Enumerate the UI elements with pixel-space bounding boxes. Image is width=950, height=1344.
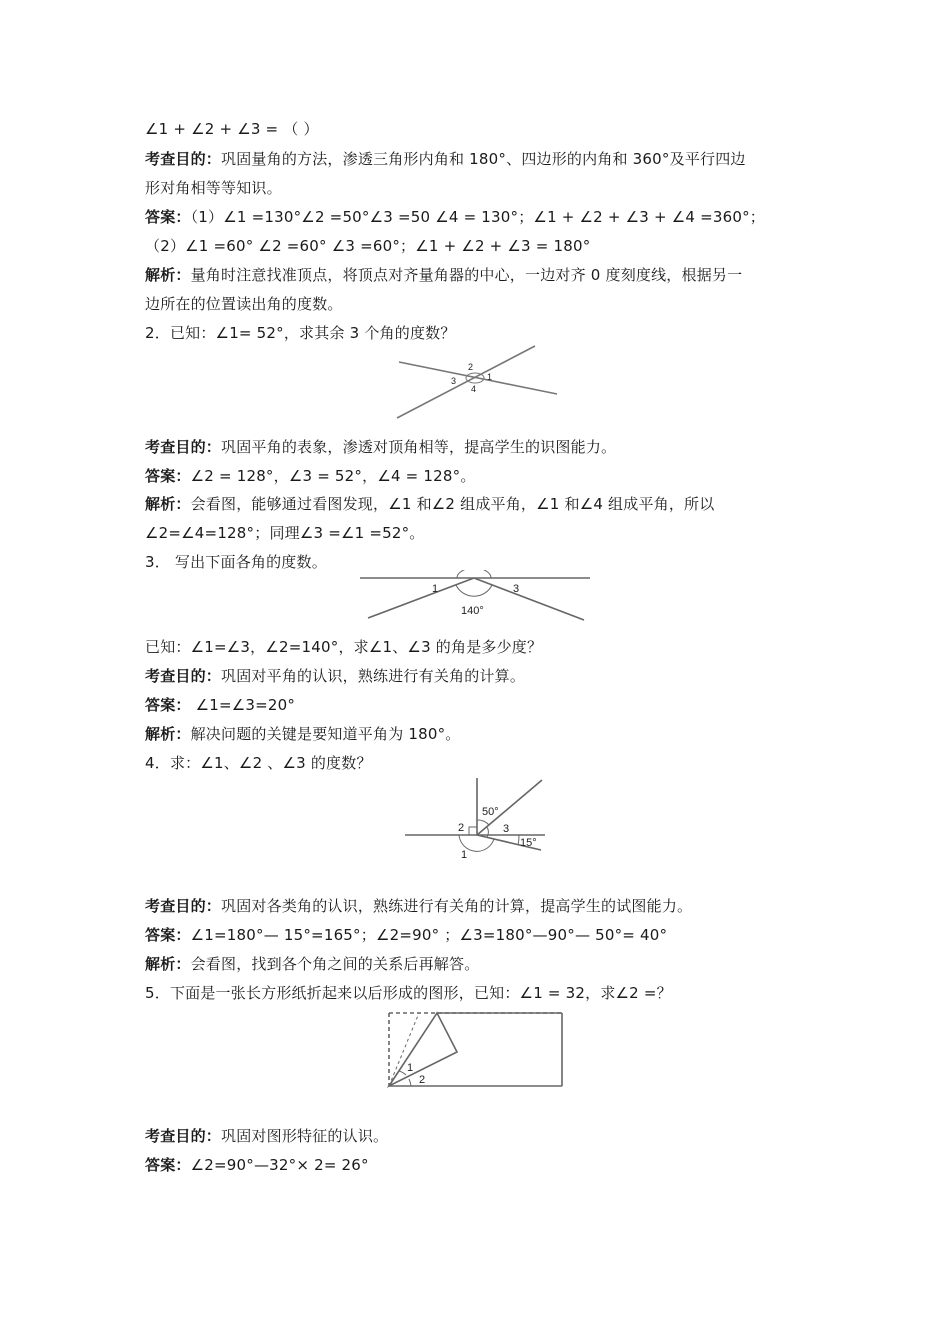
- answer-line-cont: （2）∠1 =60° ∠2 =60° ∠3 =60°；∠1 + ∠2 + ∠3 = 180°: [145, 237, 591, 255]
- purpose-text: 巩固量角的方法，渗透三角形内角和 180°、四边形的内角和 360°及平行四边: [221, 150, 746, 168]
- answer-text: ∠1=180°— 15°=165°；∠2=90° ；∠3=180°—90°— 50°= 40°: [190, 926, 668, 944]
- fig2-label-2: 2: [468, 362, 474, 372]
- analysis-label: 解析：: [145, 495, 191, 513]
- answer-text: ∠1=∠3=20°: [190, 696, 296, 714]
- analysis-text: 量角时注意找准顶点，将顶点对齐量角器的中心，一边对齐 0 度刻度线，根据另一: [190, 266, 743, 284]
- analysis-line: [145, 724, 461, 744]
- question-5: 5．下面是一张长方形纸折起来以后形成的图形，已知：∠1 = 32，求∠2 =？: [145, 984, 672, 1002]
- answer-label: 答案：: [145, 1156, 191, 1174]
- answer-line: [145, 207, 765, 227]
- purpose-line-cont: 形对角相等等知识。: [145, 179, 282, 197]
- purpose-label: 考查目的：: [145, 150, 222, 168]
- fig4-label-3: 3: [503, 823, 510, 835]
- figure-straight-angle: [356, 570, 596, 626]
- purpose-line: [145, 149, 746, 169]
- fig4-label-50: 50°: [482, 806, 499, 818]
- analysis-line: [145, 494, 714, 514]
- analysis-text: 解决问题的关键是要知道平角为 180°。: [190, 725, 461, 743]
- analysis-text: 会看图，能够通过看图发现，∠1 和∠2 组成平角，∠1 和∠4 组成平角，所以: [190, 495, 715, 513]
- purpose-line: [145, 437, 616, 457]
- analysis-label: 解析：: [145, 266, 191, 284]
- answer-text: ∠2=90°—32°× 2= 26°: [190, 1156, 369, 1174]
- analysis-line: [145, 954, 479, 974]
- question-4: 4．求：∠1、∠2 、∠3 的度数？: [145, 754, 372, 772]
- purpose-text: 巩固对平角的认识，熟练进行有关角的计算。: [221, 667, 526, 685]
- purpose-text: 巩固对图形特征的认识。: [221, 1127, 389, 1145]
- analysis-line-cont: 边所在的位置读出角的度数。: [145, 295, 343, 313]
- fig2-label-3: 3: [451, 376, 457, 386]
- answer-label: 答案：: [145, 208, 191, 226]
- figure-multiple-angles: [403, 776, 548, 866]
- figure-intersecting-lines: [395, 342, 565, 424]
- purpose-line: [145, 1126, 388, 1146]
- answer-label: 答案：: [145, 696, 191, 714]
- purpose-line: [145, 666, 525, 686]
- analysis-line: [145, 265, 742, 285]
- fig3-label-140: 140°: [461, 605, 484, 617]
- answer-text: ∠2 = 128°，∠3 = 52°，∠4 = 128°。: [190, 467, 476, 485]
- purpose-label: 考查目的：: [145, 897, 222, 915]
- analysis-line-cont: ∠2=∠4=128°；同理∠3 =∠1 =52°。: [145, 524, 425, 542]
- fig2-label-4: 4: [471, 384, 477, 394]
- purpose-label: 考查目的：: [145, 1127, 222, 1145]
- answer-line: [145, 925, 667, 945]
- purpose-label: 考查目的：: [145, 667, 222, 685]
- answer-label: 答案：: [145, 926, 191, 944]
- fig4-label-2: 2: [458, 822, 465, 834]
- answer-label: 答案：: [145, 467, 191, 485]
- question-2: 2．已知：∠1= 52°，求其余 3 个角的度数？: [145, 324, 456, 342]
- analysis-label: 解析：: [145, 955, 191, 973]
- answer-line: [145, 1155, 369, 1175]
- fig4-label-1: 1: [461, 849, 468, 861]
- analysis-label: 解析：: [145, 725, 191, 743]
- figure-folded-rectangle: [385, 1008, 567, 1090]
- purpose-text: 巩固对各类角的认识，熟练进行有关角的计算，提高学生的试图能力。: [221, 897, 693, 915]
- purpose-text: 巩固平角的表象，渗透对顶角相等，提高学生的识图能力。: [221, 438, 617, 456]
- answer-line: [145, 466, 476, 486]
- given-line: 已知：∠1=∠3，∠2=140°，求∠1、∠3 的角是多少度？: [145, 638, 543, 656]
- question-3: 3． 写出下面各角的度数。: [145, 553, 327, 571]
- fig5-label-1: 1: [407, 1062, 414, 1074]
- fig3-label-3: 3: [513, 583, 520, 595]
- analysis-text: 会看图，找到各个角之间的关系后再解答。: [190, 955, 480, 973]
- purpose-label: 考查目的：: [145, 438, 222, 456]
- formula-line: ∠1 + ∠2 + ∠3 = （ ）: [145, 120, 319, 138]
- fig4-label-15: 15°: [520, 837, 537, 849]
- purpose-line: [145, 896, 692, 916]
- answer-text: （1）∠1 =130°∠2 =50°∠3 =50 ∠4 = 130°；∠1 + ∠2 + ∠3 + ∠4 =360°；: [190, 208, 765, 226]
- answer-line: [145, 695, 295, 715]
- fig5-label-2: 2: [419, 1074, 426, 1086]
- fig3-label-1: 1: [432, 583, 439, 595]
- fig2-label-1: 1: [487, 372, 493, 382]
